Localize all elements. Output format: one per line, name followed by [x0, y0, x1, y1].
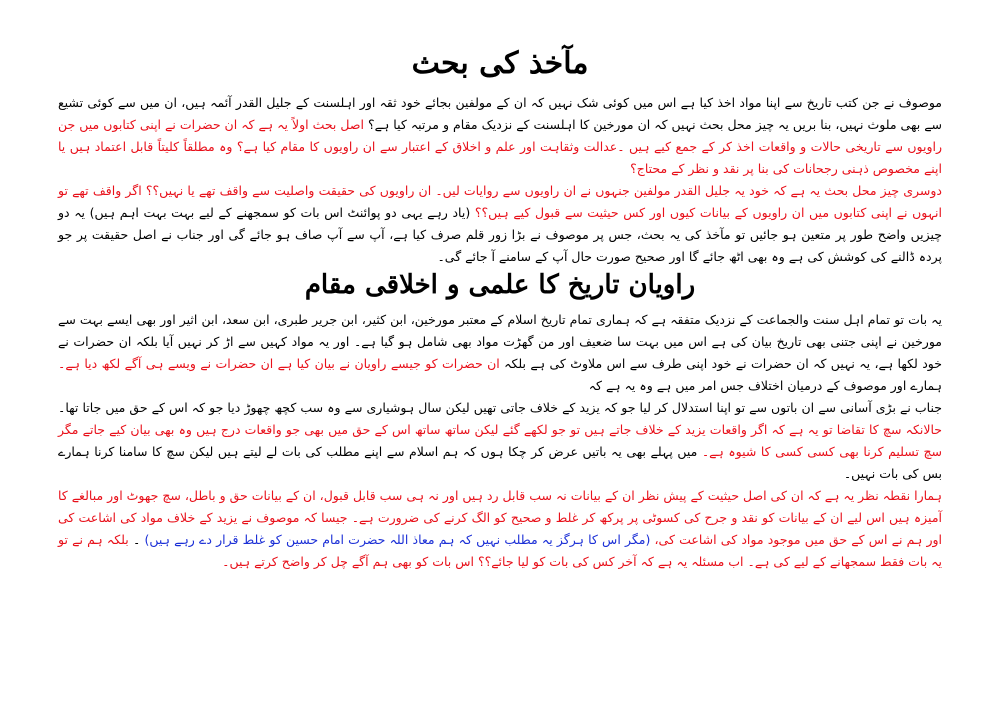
text-span-red: ان حضرات کو جیسے راویان نے بیان کیا ہے ان حضرات نے ویسے ہی آگے لکھ دیا ہے۔ [58, 356, 500, 372]
text-span: یہ بات تو تمام اہل سنت والجماعت کے نزدیک متفقہ ہے کہ ہماری تمام تاریخ اسلام کے معتبر مورخین، ابن کثیر، ابن جریر طبری، ابن سعد، ابن اثیر اور بھی ایسے بہت سے مورخین نے اپنی جتنی بھی تاریخ بیان کی ہے اس میں بہت سا ضعیف اور من گھڑت مواد بھی شامل ہو گیا ہے۔ اور یہ مواد کہیں سے اڑ کر نہیں آیا بلکہ ان حضرات نے خود لکھا ہے، یہ نہیں کہ ان حضرات نے خود اپنی طرف سے اس ملاوٹ کی ہے بلکہ [58, 312, 942, 372]
section-2-paragraph-3 [58, 485, 942, 573]
text-span: (یاد رہے یہی دو پوائنٹ اس بات کو سمجھنے کے لیے بہت بہت اہم ہیں) [89, 205, 471, 220]
section-1-paragraph-1 [58, 92, 942, 180]
text-span-red: ہمارا نقطہ نظر یہ ہے کہ ان کی اصل حیثیت کے پیش نظر ان کے بیانات نہ سب قابل رد ہیں اور نہ ہی سب قابل قبول، ان کے بیانات حق و باطل، سچ جھوٹ اور مبالغے کا آمیزہ ہیں اس لیے ان کے بیانات کو نقد و جرح کی کسوٹی پر پرکھ کر غلط و صحیح کو الگ کرنے کی ضرورت ہے۔ جیسا کہ موصوف نے یزید کے خلاف مواد کی اشاعت کی اور ہم نے اس کے حق میں موجود مواد کی اشاعت کی، [57, 488, 942, 548]
text-span: ہمارے اور موصوف کے درمیان اختلاف جس امر میں ہے وہ یہ ہے کہ [588, 378, 942, 394]
text-span: جناب نے بڑی آسانی سے ان باتوں سے تو اپنا استدلال کر لیا جو کہ یزید کے خلاف جاتی تھیں لیکن سال ہوشیاری سے وہ سب کچھ چھوڑ دیا جو کہ اس کے حق میں جاتا تھا۔ [58, 400, 942, 416]
text-span: ۔ [128, 532, 145, 548]
text-span: یہ دو چیزیں واضح طور پر متعین ہو جائیں تو مآخذ کی یہ بحث، جس پر موصوف نے بڑا زور قلم صرف کیا ہے، آپ سے آپ صاف ہو جائے گی اور جناب نے اصل حقیقت پر جو پردہ ڈالنے کی کوشش کی ہے وہ بھی اٹھ جائے گا اور صحیح صورت حال آپ کے سامنے آ جائے گی۔ [58, 205, 942, 264]
section-2-paragraph-1 [58, 309, 942, 397]
text-span-blue: (مگر اس کا ہرگز یہ مطلب نہیں کہ ہم معاذ اللہ حضرت امام حسین کو غلط قرار دے رہے ہیں) [144, 532, 651, 548]
section-2-title: راویان تاریخ کا علمی و اخلاقی مقام [304, 270, 696, 300]
section-1-paragraph-2 [58, 180, 942, 268]
text-span-red: بلکہ ہم نے تو یہ بات فقط سمجھانے کے لیے کی ہے۔ اب مسئلہ یہ ہے کہ آخر کس کی بات کو لیا جائے؟؟ اس بات کو بھی ہم آگے چل کر واضح کرتے ہیں۔ [58, 532, 942, 570]
text-span-red: اصل بحث اولاً یہ ہے کہ ان حضرات نے اپنی کتابوں میں جن راویوں سے تاریخی حالات و واقعات اخذ کر کے جمع کیے ہیں ۔عدالت وثقاہت اور علم و اخلاق کے اعتبار سے ان راویوں کا مقام کیا ہے؟ وہ مطلقاً کلیتاً قابل اعتماد ہیں یا اپنے مخصوص ذہنی رجحانات کی بنا پر نقد و نظر کے محتاج؟ [58, 117, 942, 176]
text-span-red: حالانکہ سچ کا تقاضا تو یہ ہے کہ اگر واقعات یزید کے خلاف جاتے ہیں تو جو لکھے گئے لیکن ساتھ ساتھ اس کے حق میں بھی جو واقعات درج ہیں وہ بھی بیان کیے جاتے مگر سچ تسلیم کرنا بھی کسی کسی کا شیوہ ہے۔ [58, 422, 942, 460]
text-span: موصوف نے جن کتب تاریخ سے اپنا مواد اخذ کیا ہے اس میں کوئی شک نہیں کہ ان کے مولفین بجائے خود ثقہ اور اہلسنت کے جلیل القدر آئمہ ہیں، ان میں سے کوئی تشیع سے بھی ملوث نہیں، بنا بریں یہ چیز محل بحث نہیں کہ ان مورخین کا اہلسنت کے نزدیک مقام و مرتبہ کیا ہے؟ [58, 95, 942, 132]
text-span: میں پہلے بھی یہ باتیں عرض کر چکا ہوں کہ ہم اسلام سے اپنے مطلب کی بات لے لیتے ہیں لیکن سچ کا سامنا کرنا ہمارے بس کی بات نہیں۔ [58, 444, 942, 482]
section-1-title: مآخذ کی بحث [411, 46, 589, 81]
text-span-red: دوسری چیز محل بحث یہ ہے کہ خود یہ جلیل القدر مولفین جنہوں نے ان راویوں سے روایات لیں۔ ان راویوں کی حقیقت واصلیت سے واقف تھے یا نہیں؟؟ اگر واقف تھے تو انہوں نے اپنی کتابوں میں ان راویوں کے بیانات کیوں اور کس حیثیت سے قبول کیے ہیں؟؟ [58, 183, 942, 220]
section-2-paragraph-2 [58, 397, 942, 485]
